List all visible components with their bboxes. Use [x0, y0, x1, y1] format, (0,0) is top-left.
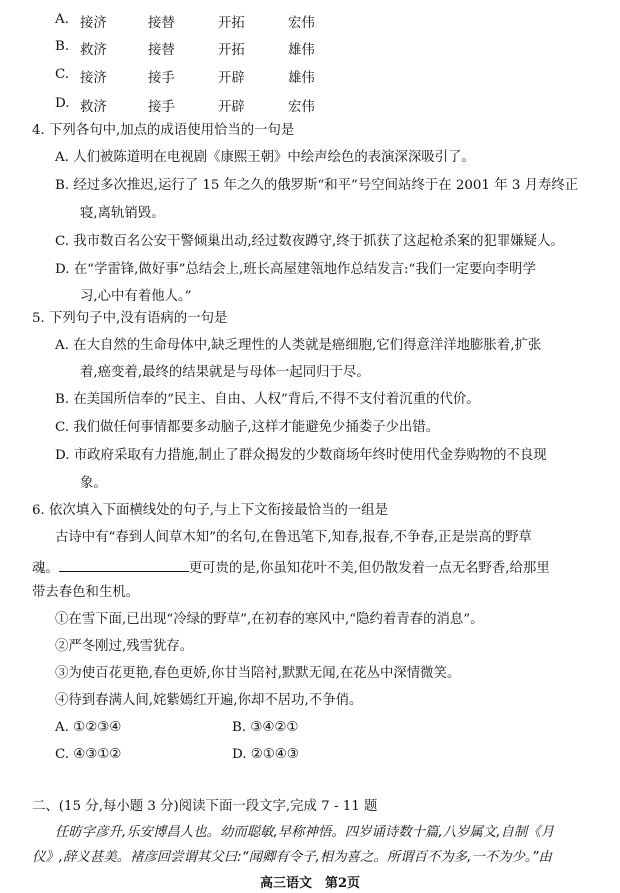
- q6-passage-line2: [32, 559, 550, 575]
- q6-sentence-4: ④待到春满人间,姹紫嫣红开遍,你却不居功,不争俏。: [55, 693, 363, 708]
- q4-option-a: A. 人们被陈道明在电视剧《康熙王朝》中绘声绘色的表演深深吸引了。: [55, 150, 475, 165]
- q3-option-d-label: D.: [55, 96, 70, 111]
- q4-option-c: C. 我市数百名公安干警倾巢出动,经过数夜蹲守,终于抓获了这起枪杀案的犯罪嫌疑人。: [55, 234, 564, 249]
- q6-passage-line2-end: 更可贵的是,你虽知花叶不美,但仍散发着一点无名野香,给那里: [188, 561, 550, 576]
- q4-stem: 4. 下列各句中,加点的成语使用恰当的一句是: [32, 123, 295, 138]
- page-footer: 高三语文 第2页: [259, 876, 361, 891]
- q6-passage-line1: 古诗中有“春到人间草木知”的名句,在鲁迅笔下,知春,报春,不争春,正是崇高的野草: [55, 530, 532, 545]
- q5-option-d-line2: 象。: [80, 476, 107, 491]
- q6-sentence-1: ①在雪下面,已出现“冷绿的野草”,在初春的寒风中,“隐约着青春的消息”。: [55, 612, 484, 627]
- q3-option-c-word3: 开辟: [218, 71, 245, 86]
- q6-answer-blank: [59, 559, 189, 572]
- q3-option-a-word3: 开拓: [218, 16, 245, 31]
- section2-heading: 二、(15 分,每小题 3 分)阅读下面一段文字,完成 7 - 11 题: [32, 799, 378, 814]
- q3-option-c-label: C.: [55, 67, 70, 82]
- q6-stem: 6. 依次填入下面横线处的句子,与上下文衔接最恰当的一组是: [32, 503, 389, 518]
- q5-option-d-line1: D. 市政府采取有力措施,制止了群众揭发的少数商场年终时使用代金券购物的不良现: [55, 448, 547, 463]
- q5-option-c: C. 我们做任何事情都要多动脑子,这样才能避免少捅娄子少出错。: [55, 420, 440, 435]
- q4-option-d-line1: D. 在“学雷锋,做好事”总结会上,班长高屋建瓴地作总结发言:“我们一定要向李明学: [55, 262, 536, 277]
- q6-option-c: C. ④③①②: [55, 747, 122, 762]
- q3-option-d-word1: 救济: [80, 100, 107, 115]
- q4-option-b-line1: B. 经过多次推迟,运行了 15 年之久的俄罗斯“和平”号空间站终于在 2001 年 3 月寿终正: [55, 178, 579, 193]
- q5-option-a-line2: 着,癌变着,最终的结果就是与母体一起同归于尽。: [80, 365, 370, 380]
- q4-option-d-line2: 习,心中有着他人。”: [80, 289, 192, 304]
- q3-option-b-label: B.: [55, 39, 70, 54]
- q4-option-b-line2: 寝,离轨销毁。: [80, 206, 165, 221]
- q6-sentence-3: ③为使百花更艳,春色更娇,你甘当陪衬,默默无闻,在花丛中深情微笑。: [55, 666, 461, 681]
- q3-option-a-word4: 宏伟: [288, 16, 315, 31]
- q6-passage-line2-start: 魂。: [32, 561, 59, 576]
- q3-option-b-word3: 开拓: [218, 43, 245, 58]
- q5-option-b: B. 在美国所信奉的“民主、自由、人权”背后,不得不支付着沉重的代价。: [55, 392, 480, 407]
- section2-passage-line2: 仪》,辞义甚美。褚彦回尝谓其父曰:“闻卿有令子,相为喜之。所谓百不为多,一不为少。”由: [32, 850, 552, 865]
- q3-option-d-word3: 开辟: [218, 100, 245, 115]
- q3-option-c-word2: 接手: [148, 71, 175, 86]
- q3-option-a-word2: 接替: [148, 16, 175, 31]
- q3-option-d-word2: 接手: [148, 100, 175, 115]
- q3-option-c-word1: 接济: [80, 71, 107, 86]
- q6-sentence-2: ②严冬刚过,残雪犹存。: [55, 639, 194, 654]
- q3-option-a-label: A.: [55, 12, 69, 27]
- q3-option-a-word1: 接济: [80, 16, 107, 31]
- q6-option-b: B. ③④②①: [232, 720, 299, 735]
- q5-option-a-line1: A. 在大自然的生命母体中,缺乏理性的人类就是癌细胞,它们得意洋洋地膨胀着,扩张: [55, 338, 542, 353]
- q3-option-b-word2: 接替: [148, 43, 175, 58]
- q3-option-d-word4: 宏伟: [288, 100, 315, 115]
- section2-passage-line1: 任昉字彦升,乐安博昌人也。幼而聪敏,早称神悟。四岁诵诗数十篇,八岁属文,自制《月: [55, 825, 555, 840]
- q3-option-b-word4: 雄伟: [288, 43, 315, 58]
- q3-option-b-word1: 救济: [80, 43, 107, 58]
- q5-stem: 5. 下列句子中,没有语病的一句是: [32, 311, 228, 326]
- q6-option-a: A. ①②③④: [55, 720, 122, 735]
- q6-option-d: D. ②①④③: [232, 747, 299, 762]
- q6-passage-line3: 带去春色和生机。: [32, 585, 140, 600]
- q3-option-c-word4: 雄伟: [288, 71, 315, 86]
